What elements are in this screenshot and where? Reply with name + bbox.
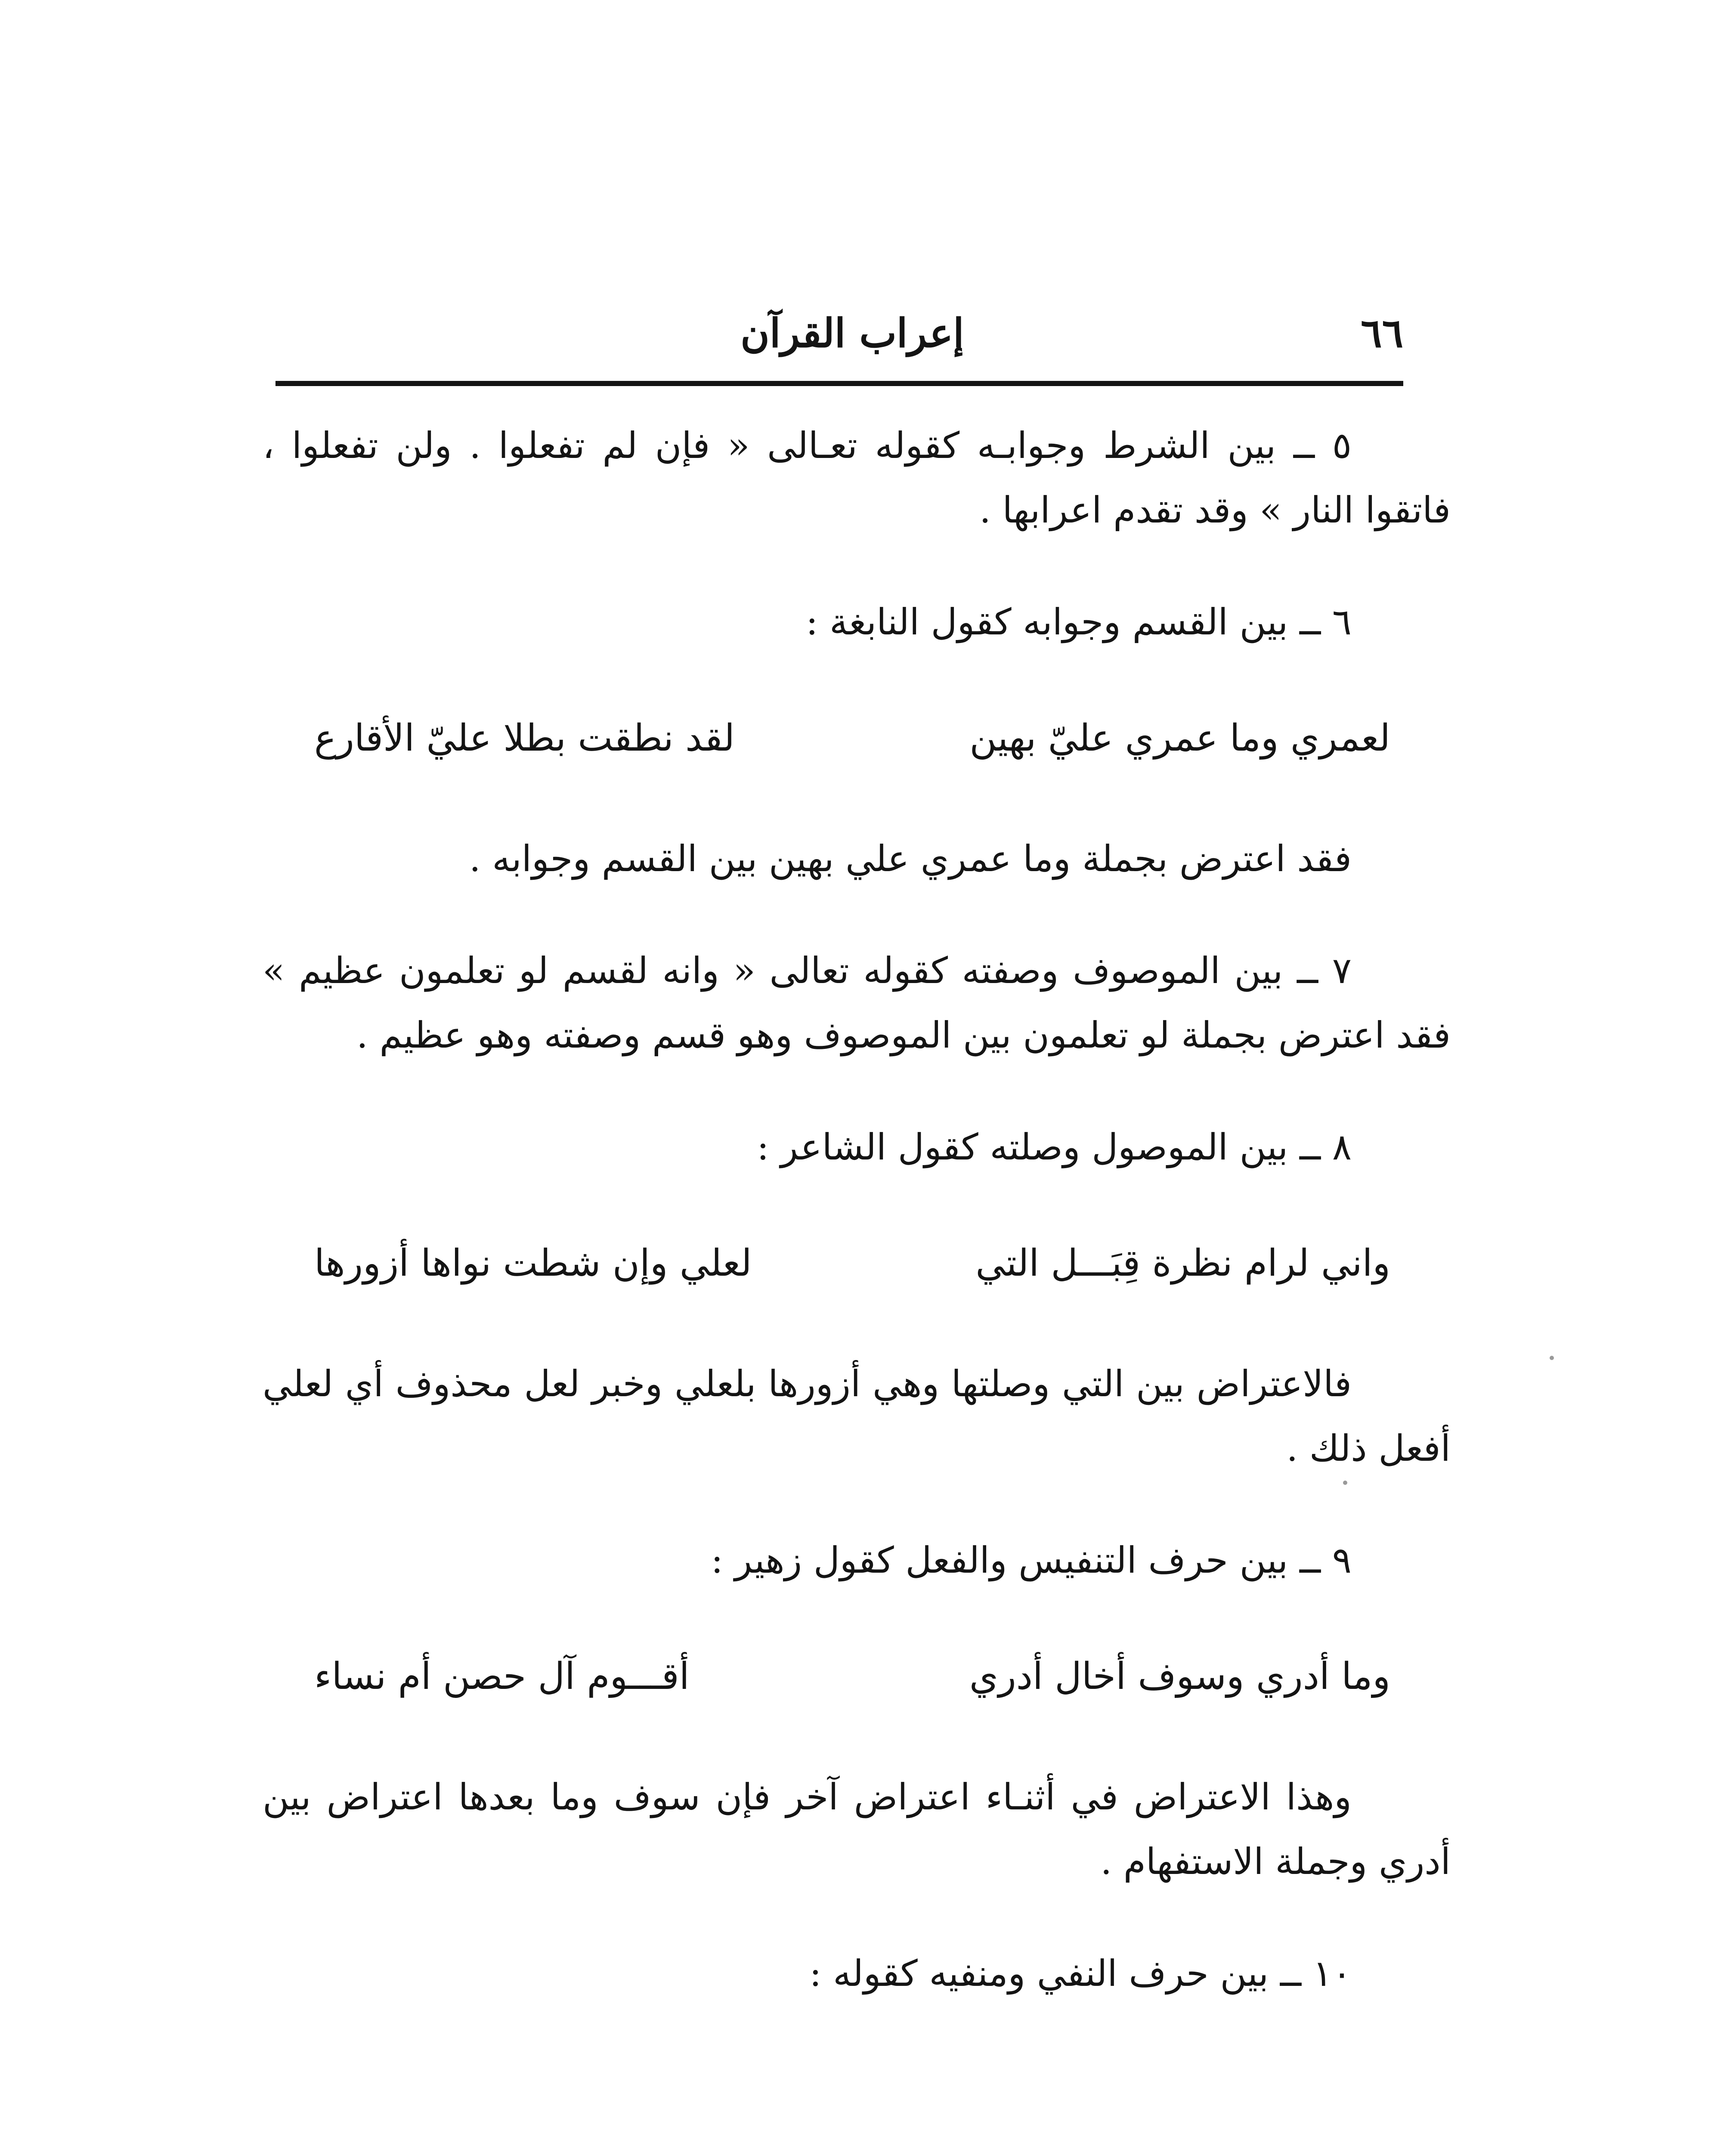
running-title: إعراب القرآن	[740, 310, 964, 356]
verse-poet	[314, 1231, 1390, 1296]
verse-zuhayr	[314, 1644, 1390, 1709]
verse-first-hemistich: لعمري وما عمري عليّ بهين	[969, 717, 1390, 760]
header-rule	[275, 381, 1403, 386]
page-number: ٦٦	[1361, 310, 1403, 356]
verse-second-hemistich: لعلي وإن شطت نواها أزورها	[314, 1242, 752, 1285]
page-header	[275, 301, 1403, 379]
paragraph-condition: ٥ ــ بين الشرط وجوابـه كقوله تعـالى « فإن لم تفعلوا . ولن تفعلوا ، فاتقوا النار » وقد تقدم اعرابها .	[263, 424, 1451, 531]
paragraph-relative-explanation: فالاعتراض بين التي وصلتها وهي أزورها بلعلي وخبر لعل محذوف أي لعلي أفعل ذلك .	[263, 1363, 1451, 1469]
body-text	[263, 413, 1451, 2053]
paragraph-described: ٧ ــ بين الموصوف وصفته كقوله تعالى « وانه لقسم لو تعلمون عظيم » فقد اعترض بجملة لو تعلمون بين الموصوف وهو قسم وصفته وهو عظيم .	[263, 949, 1451, 1056]
verse-first-hemistich: واني لرام نظرة قِبَـــل التي	[975, 1242, 1390, 1285]
paragraph-tanfis-explanation: وهذا الاعتراض في أثنـاء اعتراض آخر فإن سوف وما بعدها اعتراض بين أدري وجملة الاستفهام .	[263, 1776, 1451, 1883]
verse-second-hemistich: لقد نطقت بطلا عليّ الأقارع	[314, 717, 735, 760]
paragraph-relative: ٨ ــ بين الموصول وصلته كقول الشاعر :	[757, 1126, 1352, 1168]
verse-second-hemistich: أقـــوم آل حصن أم نساء	[314, 1655, 690, 1698]
verse-first-hemistich: وما أدري وسوف أخال أدري	[969, 1655, 1390, 1698]
scan-speck	[1550, 1356, 1554, 1360]
scan-speck	[1343, 1481, 1347, 1485]
verse-nabigha	[314, 706, 1390, 770]
paragraph-oath-explanation: فقد اعترض بجملة وما عمري علي بهين بين القسم وجوابه .	[469, 838, 1352, 880]
paragraph-tanfis: ٩ ــ بين حرف التنفيس والفعل كقول زهير :	[711, 1539, 1352, 1581]
paragraph-oath: ٦ ــ بين القسم وجوابه كقول النابغة :	[806, 601, 1352, 643]
paragraph-negation: ١٠ ــ بين حرف النفي ومنفيه كقوله :	[809, 1952, 1352, 1994]
